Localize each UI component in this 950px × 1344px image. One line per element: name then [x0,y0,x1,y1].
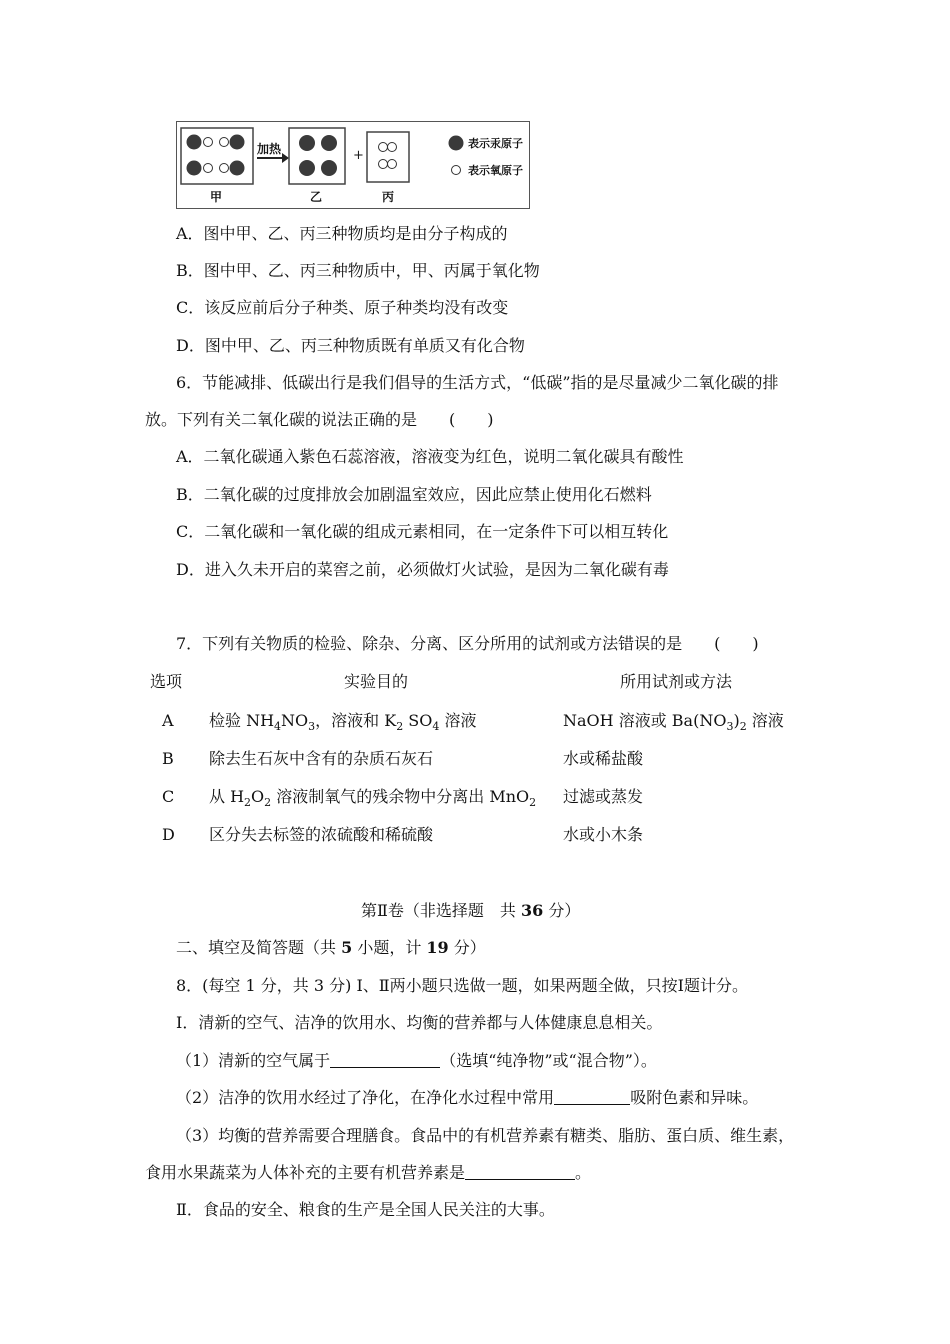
q8-sub2: （2）洁净的饮用水经过了净化，在净化水过程中常用 吸附色素和异味。 [176,1088,759,1107]
q7-row-option: B [162,749,174,768]
q7-row-method: 过滤或蒸发 [563,787,644,806]
legend-oxygen-symbol [452,166,461,175]
mercury-atom [321,160,337,176]
q7-row-purpose: 除去生石灰中含有的杂质石灰石 [209,749,434,768]
q8-stem: 8．(每空 1 分，共 3 分) Ⅰ、Ⅱ两小题只选做一题，如果两题全做，只按Ⅰ题计分。 [176,976,748,995]
mercury-atom [299,135,315,151]
q6-option-d: D．进入久未开启的菜窖之前，必须做灯火试验，是因为二氧化碳有毒 [176,560,669,579]
oxygen-molecule [379,160,397,169]
answer-blank-2[interactable] [554,1088,630,1105]
q6-option-c: C．二氧化碳和一氧化碳的组成元素相同，在一定条件下可以相互转化 [176,522,669,541]
q7-row-purpose: 从 $H_2O_2$ 溶液制氧气的残余物中分离出 MnO$_2$ [209,787,537,809]
box-label-jia: 甲 [210,190,223,204]
q7-stem: 7．下列有关物质的检验、除杂、分离、区分所用的试剂或方法错误的是 ( ) [176,634,759,653]
molecule-hgo [220,161,245,176]
q7-header-option: 选项 [150,672,183,691]
answer-blank-3[interactable] [465,1163,575,1180]
q7-row-purpose: 区分失去标签的浓硫酸和稀硫酸 [209,825,434,844]
heat-label: 加热 [257,142,282,156]
answer-blank-1[interactable] [330,1051,440,1068]
q5-option-b: B．图中甲、乙、丙三种物质中，甲、丙属于氧化物 [176,261,540,280]
arrow-head [282,153,289,163]
q8-sub1: （1）清新的空气属于 （选填“纯净物”或“混合物”）。 [176,1051,657,1070]
molecule-hgo [220,135,245,150]
q7-header-purpose: 实验目的 [344,672,409,691]
plus-sign: + [353,148,364,163]
q7-header-method: 所用试剂或方法 [620,672,733,691]
molecule-hgo [187,135,213,150]
mercury-atom [299,160,315,176]
molecule-hgo [187,161,213,176]
q7-row-method: NaOH 溶液或 $Ba(NO_3)_2$ 溶液 [563,711,784,733]
q8-part2-intro: Ⅱ．食品的安全、粮食的生产是全国人民关注的大事。 [176,1200,555,1219]
q6-stem-line2: 放。下列有关二氧化碳的说法正确的是 ( ) [145,410,494,429]
oxygen-molecule [379,143,397,152]
q5-option-a: A．图中甲、乙、丙三种物质均是由分子构成的 [176,224,508,243]
legend-mercury-label: 表示汞原子 [468,137,523,150]
mercury-atom [321,135,337,151]
q8-part1-intro: Ⅰ．清新的空气、洁净的饮用水、均衡的营养都与人体健康息息相关。 [176,1013,663,1032]
box-label-bing: 丙 [382,190,395,204]
q7-row-method: 水或稀盐酸 [563,749,644,768]
q7-row-option: A [162,711,174,730]
q6-option-a: A．二氧化碳通入紫色石蕊溶液，溶液变为红色，说明二氧化碳具有酸性 [176,447,684,466]
reaction-diagram [176,121,530,209]
q7-row-method: 水或小木条 [563,825,644,844]
q8-sub3-line2: 食用水果蔬菜为人体补充的主要有机营养素是 。 [145,1163,592,1182]
q8-sub3-line1: （3）均衡的营养需要合理膳食。食品中的有机营养素有糖类、脂肪、蛋白质、维生素， [176,1126,795,1145]
q5-option-d: D．图中甲、乙、丙三种物质既有单质又有化合物 [176,336,525,355]
part2-title: 第Ⅱ卷（非选择题 共 36 分） [361,901,581,920]
q6-option-b: B．二氧化碳的过度排放会加剧温室效应，因此应禁止使用化石燃料 [176,485,652,504]
q7-row-purpose: 检验 $NH_4NO_3$，溶液和 $K_2$ $SO_4$ 溶液 [209,711,477,733]
q7-row-option: C [162,787,175,806]
section-heading: 二、填空及简答题（共 5 小题，计 19 分） [176,938,486,957]
box-yi [289,128,345,184]
q6-stem-line1: 6．节能减排、低碳出行是我们倡导的生活方式，“低碳”指的是尽量减少二氧化碳的排 [176,373,779,392]
legend-mercury-symbol [449,136,464,151]
q7-row-option: D [162,825,175,844]
legend-oxygen-label: 表示氧原子 [468,164,523,177]
box-label-yi: 乙 [310,190,323,204]
box-bing [367,132,409,182]
q5-option-c: C．该反应前后分子种类、原子种类均没有改变 [176,298,509,317]
